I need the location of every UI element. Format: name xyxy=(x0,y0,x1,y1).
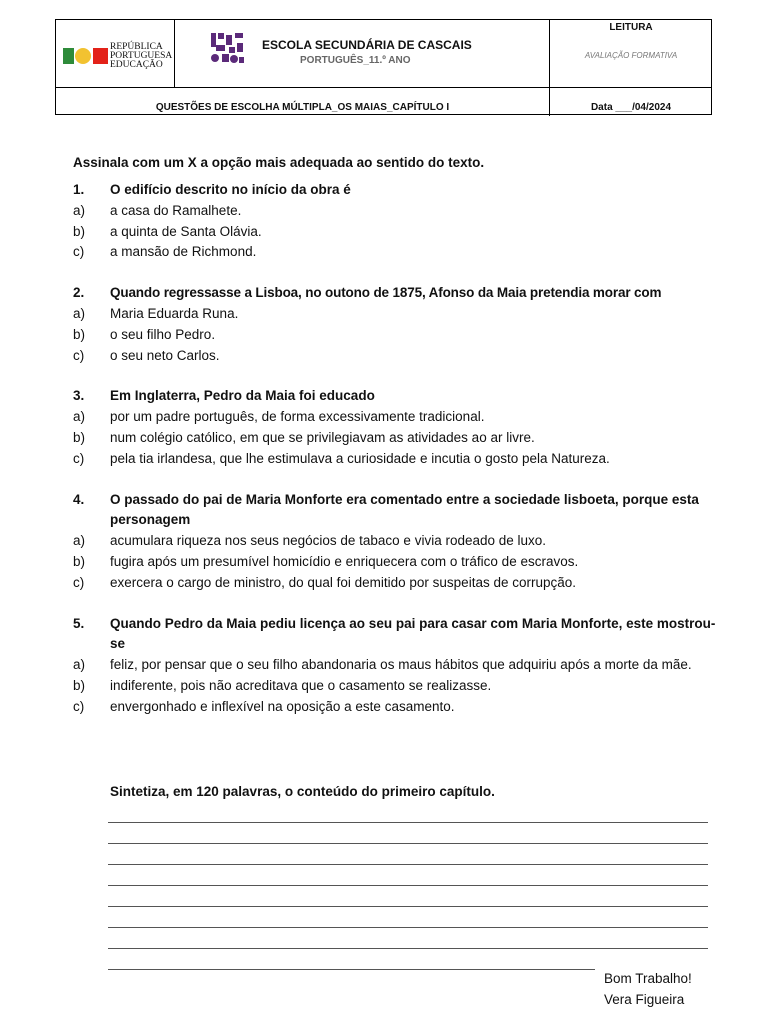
instruction: Assinala com um X a opção mais adequada ao sentido do texto. xyxy=(73,155,485,170)
option-letter: a) xyxy=(73,533,86,549)
question-4 xyxy=(73,490,718,594)
educacao-line: EDUCAÇÃO xyxy=(110,60,163,70)
answer-line[interactable] xyxy=(108,927,708,928)
header-table xyxy=(55,19,712,115)
question-2 xyxy=(73,283,718,366)
option-text: Maria Eduarda Runa. xyxy=(110,305,239,321)
option-text: pela tia irlandesa, que lhe estimulava a curiosidade e incutia o gosto pela Natureza. xyxy=(110,450,610,466)
option-row[interactable] xyxy=(73,346,718,367)
author-name: Vera Figueira xyxy=(604,992,685,1007)
question-text: Quando regressasse a Lisboa, no outono de 1875, Afonso da Maia pretendia morar com xyxy=(110,285,662,301)
option-row[interactable] xyxy=(73,449,718,470)
answer-lines[interactable] xyxy=(108,822,708,990)
question-text: O passado do pai de Maria Monforte era comentado entre a sociedade lisboeta, porque esta personagem xyxy=(110,491,699,528)
option-text: por um padre português, de forma excessivamente tradicional. xyxy=(110,409,485,425)
option-row[interactable] xyxy=(73,697,718,718)
option-text: envergonhado e inflexível na oposição a este casamento. xyxy=(110,698,455,714)
question-text: Quando Pedro da Maia pediu licença ao seu pai para casar com Maria Monforte, este mostrou-se xyxy=(110,615,716,652)
option-row[interactable] xyxy=(73,304,718,325)
question-number: 4. xyxy=(73,491,85,507)
option-row[interactable] xyxy=(73,531,718,552)
leitura-label: LEITURA xyxy=(609,22,653,33)
question-5 xyxy=(73,614,718,718)
question-text: O edifício descrito no início da obra é xyxy=(110,182,351,197)
answer-line[interactable] xyxy=(108,822,708,823)
avaliacao-label: AVALIAÇÃO FORMATIVA xyxy=(584,51,678,60)
option-text: num colégio católico, em que se privilegiavam as atividades ao ar livre. xyxy=(110,429,535,445)
date-field: Data ___/04/2024 xyxy=(590,102,672,113)
closing-block xyxy=(604,968,692,1010)
question-number: 2. xyxy=(73,285,85,301)
option-row[interactable] xyxy=(73,655,718,676)
option-row[interactable] xyxy=(73,325,718,346)
answer-line[interactable] xyxy=(108,843,708,844)
header-divider xyxy=(174,20,175,87)
option-text: o seu neto Carlos. xyxy=(110,347,220,363)
republica-line: REPÚBLICA xyxy=(110,42,163,52)
header-divider xyxy=(56,87,711,88)
answer-line[interactable] xyxy=(108,885,708,886)
school-logo-icon xyxy=(210,31,246,67)
school-name: ESCOLA SECUNDÁRIA DE CASCAIS xyxy=(262,38,472,52)
option-letter: c) xyxy=(73,244,85,260)
option-text: a quinta de Santa Olávia. xyxy=(110,223,262,239)
portuguesa-line: PORTUGUESA xyxy=(110,51,173,61)
school-subtitle: PORTUGUÊS_11.º ANO xyxy=(300,55,411,66)
option-text: acumulara riqueza nos seus negócios de tabaco e vivia rodeado de luxo. xyxy=(110,533,547,549)
option-row[interactable] xyxy=(73,573,718,594)
questions-section xyxy=(73,153,718,718)
option-letter: b) xyxy=(73,677,86,693)
option-letter: a) xyxy=(73,657,86,673)
option-letter: a) xyxy=(73,305,86,321)
question-3 xyxy=(73,386,718,469)
option-row[interactable] xyxy=(73,201,718,222)
answer-line[interactable] xyxy=(108,906,708,907)
republica-text xyxy=(110,43,172,70)
question-number: 3. xyxy=(73,388,85,404)
option-text: a casa do Ramalhete. xyxy=(110,202,242,218)
question-text: Em Inglaterra, Pedro da Maia foi educado xyxy=(110,388,375,404)
question-1 xyxy=(73,180,718,263)
synthesis-prompt: Sintetiza, em 120 palavras, o conteúdo do primeiro capítulo. xyxy=(110,784,495,799)
option-letter: c) xyxy=(73,347,85,363)
answer-line[interactable] xyxy=(108,864,708,865)
option-letter: b) xyxy=(73,326,86,342)
option-letter: b) xyxy=(73,223,86,239)
option-text: indiferente, pois não acreditava que o casamento se realizasse. xyxy=(110,677,492,693)
option-letter: a) xyxy=(73,409,86,425)
answer-line[interactable] xyxy=(108,969,595,970)
flag-shapes-icon xyxy=(63,47,109,65)
option-row[interactable] xyxy=(73,676,718,697)
option-text: fugira após um presumível homicídio e enriquecera com o tráfico de escravos. xyxy=(110,553,579,569)
option-letter: a) xyxy=(73,202,86,218)
option-text: a mansão de Richmond. xyxy=(110,244,257,260)
option-letter: b) xyxy=(73,553,86,569)
option-row[interactable] xyxy=(73,222,718,243)
republica-portuguesa-logo xyxy=(63,43,173,73)
option-letter: c) xyxy=(73,450,85,466)
closing-text: Bom Trabalho! xyxy=(604,971,692,986)
answer-line[interactable] xyxy=(108,948,708,949)
option-text: exercera o cargo de ministro, do qual foi demitido por suspeitas de corrupção. xyxy=(110,574,577,590)
option-text: o seu filho Pedro. xyxy=(110,326,216,342)
option-text: feliz, por pensar que o seu filho abandonaria os maus hábitos que adquiriu após a morte da mãe. xyxy=(110,657,692,673)
question-number: 5. xyxy=(73,615,85,631)
option-row[interactable] xyxy=(73,428,718,449)
question-number: 1. xyxy=(73,182,85,197)
option-letter: c) xyxy=(73,698,85,714)
option-row[interactable] xyxy=(73,242,718,263)
option-row[interactable] xyxy=(73,552,718,573)
option-letter: c) xyxy=(73,574,85,590)
option-row[interactable] xyxy=(73,407,718,428)
option-letter: b) xyxy=(73,429,86,445)
worksheet-title: QUESTÕES DE ESCOLHA MÚLTIPLA_OS MAIAS_CAPÍTULO I xyxy=(155,102,450,113)
